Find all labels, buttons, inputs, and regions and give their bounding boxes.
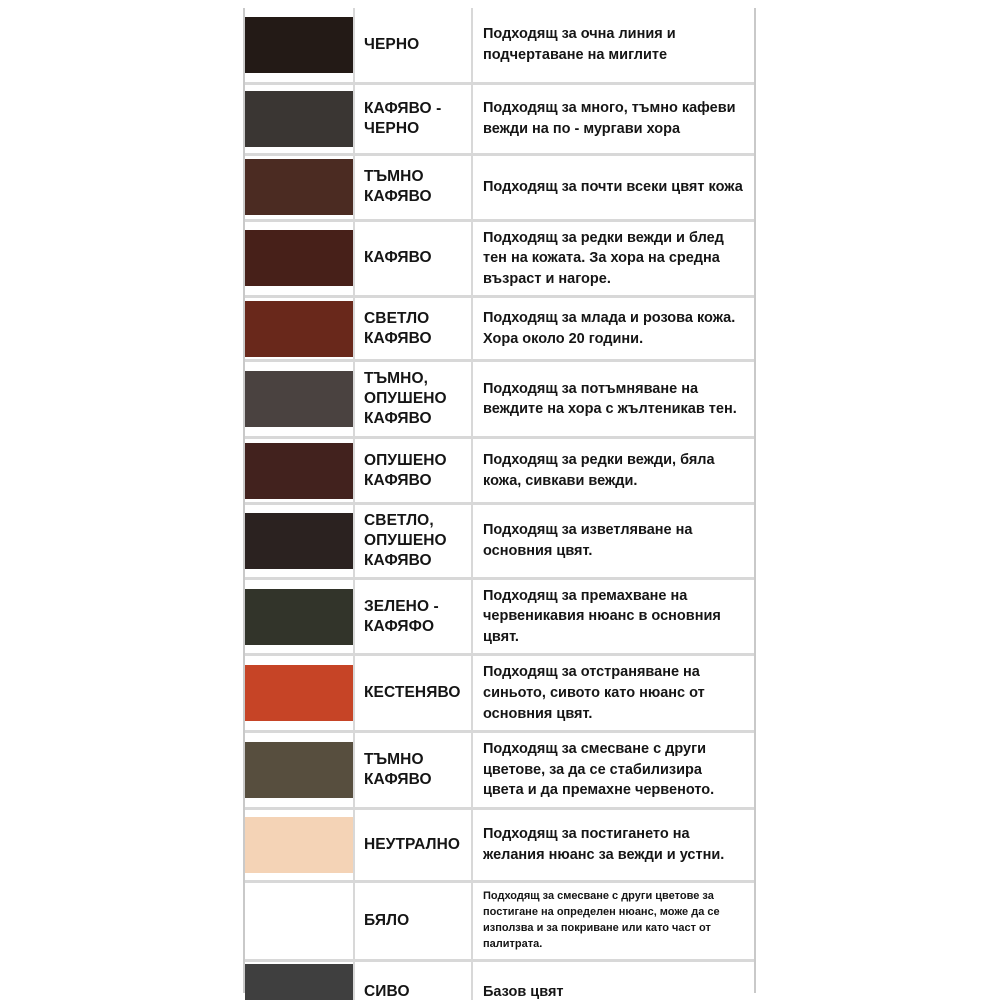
color-swatch xyxy=(245,817,353,873)
color-name: КАФЯВО xyxy=(354,220,472,297)
color-description: Базов цвят xyxy=(483,983,564,1000)
color-swatch xyxy=(245,742,353,798)
swatch-cell xyxy=(245,960,354,1000)
color-name: ЧЕРНО xyxy=(354,8,472,83)
color-swatch xyxy=(245,589,353,645)
color-name: ТЪМНО КАФЯВО xyxy=(354,732,472,809)
color-swatch xyxy=(245,17,353,73)
swatch-cell xyxy=(245,732,354,809)
color-name: БЯЛО xyxy=(354,881,472,960)
color-description: Подходящ за очна линия и подчертаване на миглите xyxy=(483,26,676,63)
color-swatch xyxy=(245,513,353,569)
swatch-cell xyxy=(245,83,354,154)
color-description: Подходящ за постигането на желания нюанс за вежди и устни. xyxy=(483,826,725,863)
table-row xyxy=(245,960,754,1000)
color-swatch xyxy=(245,301,353,357)
color-description: Подходящ за редки вежди и блед тен на кожата. За хора на средна възраст и нагоре. xyxy=(483,229,724,287)
color-name: КЕСТЕНЯВО xyxy=(354,655,472,732)
color-name: НЕУТРАЛНО xyxy=(354,808,472,881)
table-row xyxy=(245,220,754,297)
color-name: КАФЯВО - ЧЕРНО xyxy=(354,83,472,154)
color-swatch xyxy=(245,230,353,286)
color-swatch xyxy=(245,371,353,427)
color-description: Подходящ за почти всеки цвят кожа xyxy=(483,178,743,195)
table-row xyxy=(245,154,754,220)
color-name: СВЕТЛО КАФЯВО xyxy=(354,297,472,361)
swatch-cell xyxy=(245,881,354,960)
table-row xyxy=(245,297,754,361)
table-row xyxy=(245,361,754,438)
color-description: Подходящ за отстраняване на синьото, сивото като нюанс от основния цвят. xyxy=(483,664,705,722)
swatch-cell xyxy=(245,808,354,881)
color-name: ТЪМНО, ОПУШЕНО КАФЯВО xyxy=(354,361,472,438)
swatch-cell xyxy=(245,220,354,297)
color-swatch xyxy=(245,665,353,721)
color-description: Подходящ за изветляване на основния цвят. xyxy=(483,522,693,559)
color-swatch xyxy=(245,964,353,1000)
color-name: СВЕТЛО, ОПУШЕНО КАФЯВО xyxy=(354,504,472,578)
table-row xyxy=(245,8,754,83)
color-description: Подходящ за потъмняване на веждите на хора с жълтеникав тен. xyxy=(483,380,737,418)
color-description: Подходящ за млада и розова кожа. Хора около 20 години. xyxy=(483,310,736,347)
swatch-cell xyxy=(245,578,354,655)
color-table xyxy=(245,8,754,1000)
swatch-cell xyxy=(245,154,354,220)
color-description: Подходящ за смесване с други цветове за постигане на определен нюанс, може да се използва и за покриване или като част от палитрата. xyxy=(483,889,720,950)
color-swatch xyxy=(245,443,353,499)
table-row xyxy=(245,655,754,732)
color-name: СИВО xyxy=(354,960,472,1000)
swatch-cell xyxy=(245,8,354,83)
swatch-cell xyxy=(245,504,354,578)
color-swatch xyxy=(245,893,353,949)
table-row xyxy=(245,732,754,809)
table-row xyxy=(245,808,754,881)
color-description: Подходящ за смесване с други цветове, за да се стабилизира цвета и да премахне червеното. xyxy=(483,741,715,799)
table-row xyxy=(245,83,754,154)
swatch-cell xyxy=(245,361,354,438)
color-chart xyxy=(243,8,756,1000)
swatch-cell xyxy=(245,438,354,504)
color-description: Подходящ за много, тъмно кафеви вежди на по - мургави хора xyxy=(483,99,736,137)
color-name: ТЪМНО КАФЯВО xyxy=(354,154,472,220)
color-name: ЗЕЛЕНО - КАФЯФО xyxy=(354,578,472,655)
swatch-cell xyxy=(245,297,354,361)
color-description: Подходящ за премахване на червеникавия нюанс в основния цвят. xyxy=(483,587,721,645)
table-row xyxy=(245,881,754,960)
color-name: ОПУШЕНО КАФЯВО xyxy=(354,438,472,504)
swatch-cell xyxy=(245,655,354,732)
color-swatch xyxy=(245,91,353,147)
table-row xyxy=(245,578,754,655)
table-row xyxy=(245,504,754,578)
color-swatch xyxy=(245,159,353,215)
table-row xyxy=(245,438,754,504)
color-description: Подходящ за редки вежди, бяла кожа, сивкави вежди. xyxy=(483,452,715,489)
